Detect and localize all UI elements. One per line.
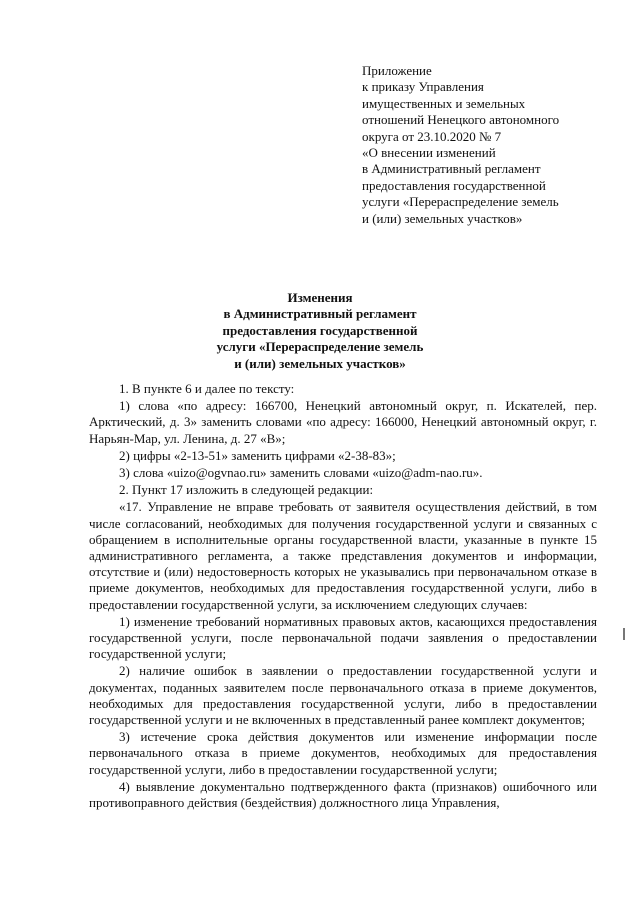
paragraph: 4) выявление документально подтвержденного факта (признаков) ошибочного или противоправного действия (бездействия) должностного лица Управления, bbox=[89, 778, 597, 811]
paragraph: 1. В пункте 6 и далее по тексту: bbox=[119, 381, 295, 396]
document-body bbox=[89, 381, 597, 812]
appendix-block bbox=[362, 63, 632, 227]
appendix-line: к приказу Управления bbox=[362, 79, 484, 95]
appendix-line: в Административный регламент bbox=[362, 161, 541, 177]
title-line: и (или) земельных участков» bbox=[234, 355, 406, 371]
title-line: Изменения bbox=[287, 290, 353, 305]
appendix-line: и (или) земельных участков» bbox=[362, 210, 523, 226]
paragraph: 1) изменение требований нормативных правовых актов, касающихся предоставления государственной услуги, после первоначальной подачи заявления о предоставлении государственной услуги; bbox=[89, 613, 597, 662]
appendix-line: Приложение bbox=[362, 63, 432, 78]
appendix-line: округа от 23.10.2020 № 7 bbox=[362, 128, 502, 144]
appendix-line: «О внесении изменений bbox=[362, 145, 496, 161]
paragraph: «17. Управление не вправе требовать от заявителя осуществления действий, в том числе согласований, необходимых для получения государственной услуги и связанных с обращением в исполнительные органы государственной власти, указанные в пункте 15 административного регламента, а также представления документов и информации, отсутствие и (или) недостоверность которых не указывались при первоначальном отказе в приеме документов, необходимых для предоставления государственной услуги, либо в предоставлении государственной услуги, за исключением следующих случаев: bbox=[89, 499, 597, 612]
paragraph: 3) слова «uizo@ogvnao.ru» заменить словами «uizo@adm-nao.ru». bbox=[119, 465, 483, 481]
paragraph: 2. Пункт 17 изложить в следующей редакции: bbox=[119, 482, 374, 498]
title-line: в Административный регламент bbox=[223, 306, 417, 322]
paragraph: 3) истечение срока действия документов или изменение информации после первоначального отказа в приеме документов, необходимых для предоставления государственной услуги, либо в предоставлении государственной услуги; bbox=[89, 729, 597, 777]
appendix-line: предоставления государственной bbox=[362, 177, 546, 193]
document-title bbox=[110, 290, 530, 372]
appendix-line: имущественных и земельных bbox=[362, 95, 526, 111]
paragraph: 1) слова «по адресу: 166700, Ненецкий автономный округ, п. Искателей, пер. Арктический, д. 3» заменить словами «по адресу: 166000, Ненецкий автономный округ, г. Нарьян-Мар, ул. Ленина, д. 27 «В»; bbox=[89, 398, 597, 446]
appendix-line: отношений Ненецкого автономного bbox=[362, 112, 560, 128]
title-line: предоставления государственной bbox=[222, 322, 418, 338]
appendix-line: услуги «Перераспределение земель bbox=[362, 194, 559, 210]
margin-mark bbox=[623, 628, 625, 640]
paragraph: 2) цифры «2-13-51» заменить цифрами «2-38-83»; bbox=[119, 447, 396, 463]
paragraph: 2) наличие ошибок в заявлении о предоставлении государственной услуги и документах, поданных заявителем после первоначального отказа в приеме документов, необходимых для предоставления государственной услуги, либо в предоставлении государственной услуги и не включенных в представленный ранее комплект документов; bbox=[89, 663, 597, 728]
title-line: услуги «Перераспределение земель bbox=[216, 339, 424, 355]
